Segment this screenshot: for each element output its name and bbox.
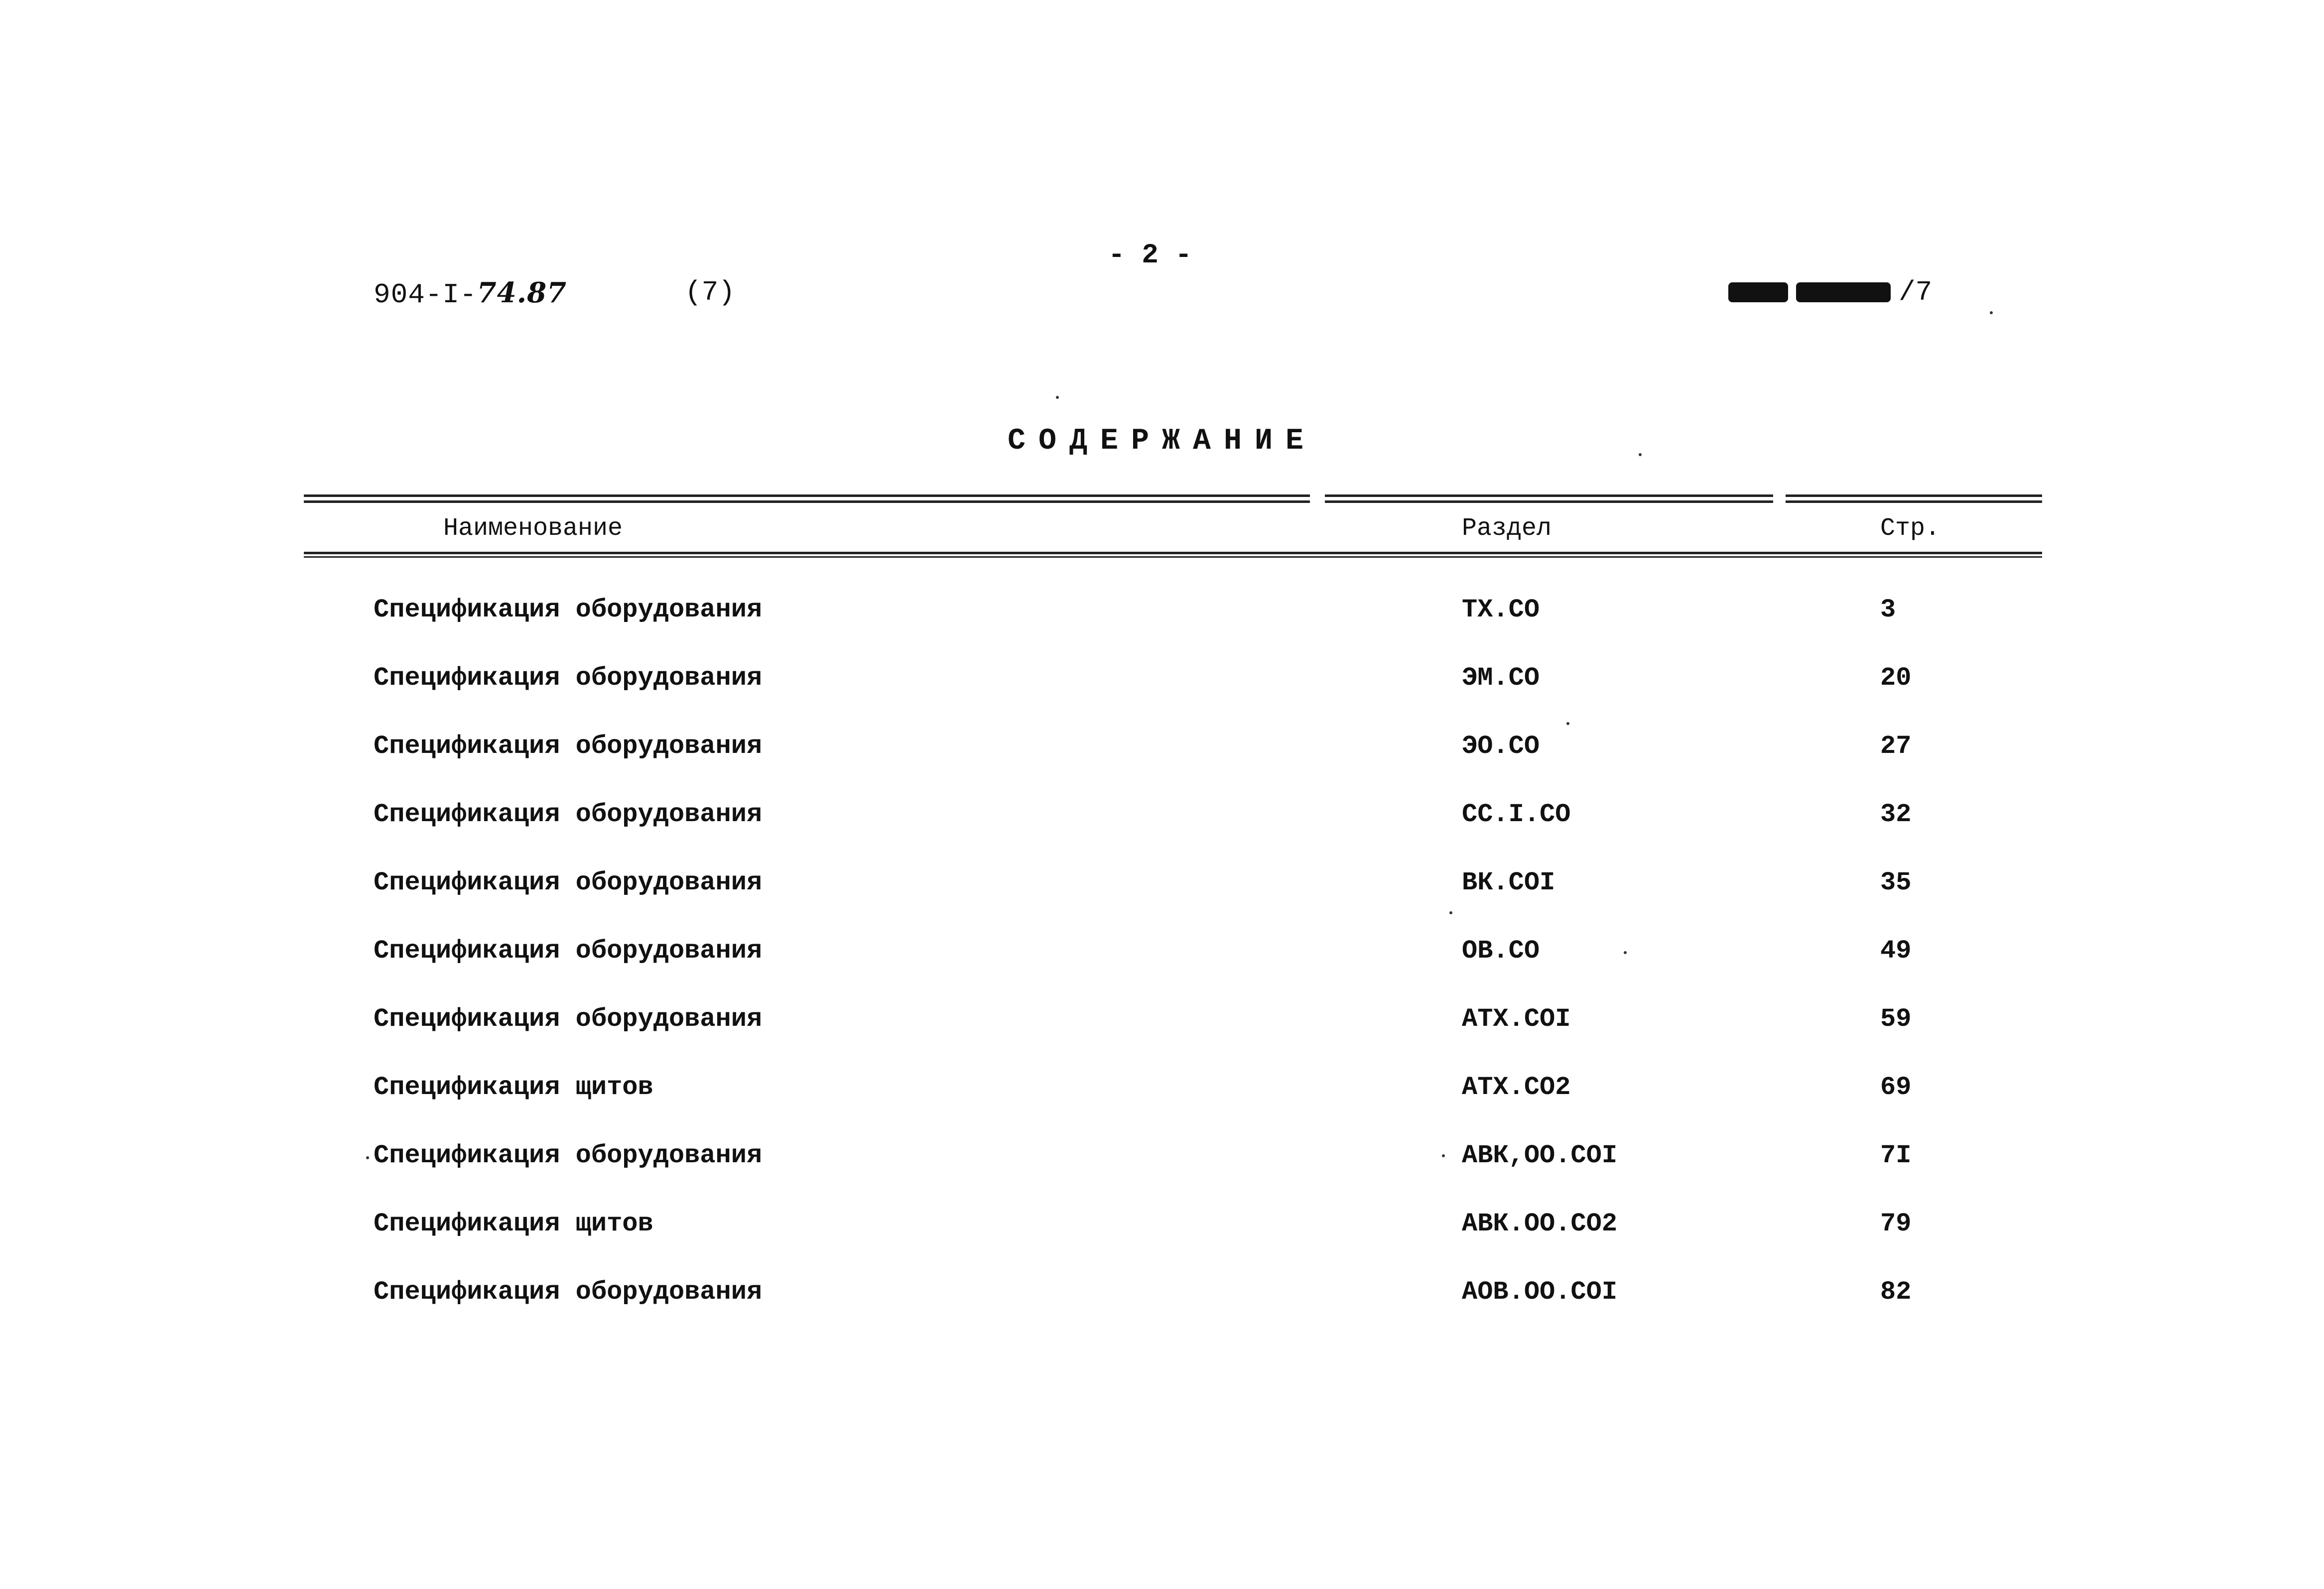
row-name: Спецификация оборудования xyxy=(374,868,763,897)
row-name: Спецификация оборудования xyxy=(374,800,763,829)
table-row xyxy=(0,1004,2324,1044)
table-top-rule xyxy=(1786,494,2042,497)
document-code-handwritten: 74.87 xyxy=(477,276,567,309)
table-header-rule xyxy=(304,552,2042,554)
scan-speck xyxy=(1990,311,1993,314)
row-page: 20 xyxy=(1880,663,1912,693)
row-section: АТХ.СОI xyxy=(1462,1004,1571,1034)
row-section: АВК,ОО.СОI xyxy=(1462,1141,1618,1170)
page-title: СОДЕРЖАНИЕ xyxy=(1007,424,1317,458)
document-code xyxy=(374,276,567,311)
scan-speck xyxy=(1442,1154,1445,1157)
table-row xyxy=(0,732,2324,771)
row-name: Спецификация оборудования xyxy=(374,663,763,693)
scan-speck xyxy=(1624,951,1627,954)
table-row xyxy=(0,1141,2324,1181)
scan-speck xyxy=(1566,722,1569,725)
table-top-rule xyxy=(1325,494,1773,497)
row-name: Спецификация оборудования xyxy=(374,1004,763,1034)
row-section: АВК.ОО.СО2 xyxy=(1462,1209,1618,1238)
row-page: 27 xyxy=(1880,732,1912,761)
row-name: Спецификация оборудования xyxy=(374,936,763,966)
row-section: АОВ.ОО.СОI xyxy=(1462,1277,1618,1307)
row-section: ЭО.СО xyxy=(1462,732,1540,761)
column-header-section: Раздел xyxy=(1462,514,1552,543)
row-section: ЭМ.СО xyxy=(1462,663,1540,693)
row-section: ОВ.СО xyxy=(1462,936,1540,966)
column-header-page: Стр. xyxy=(1880,514,1940,543)
row-name: Спецификация оборудования xyxy=(374,1277,763,1307)
row-page: 82 xyxy=(1880,1277,1912,1307)
redaction-mark xyxy=(1728,282,1788,302)
table-row xyxy=(0,868,2324,908)
row-page: 69 xyxy=(1880,1073,1912,1102)
row-section: СС.I.СО xyxy=(1462,800,1571,829)
row-section: ТХ.СО xyxy=(1462,595,1540,624)
table-row xyxy=(0,1209,2324,1249)
document-part: (7) xyxy=(685,276,735,308)
table-row xyxy=(0,1073,2324,1112)
row-page: 35 xyxy=(1880,868,1912,897)
row-name: Спецификация щитов xyxy=(374,1073,653,1102)
row-page: 7I xyxy=(1880,1141,1912,1170)
row-name: Спецификация оборудования xyxy=(374,1141,763,1170)
row-page: 79 xyxy=(1880,1209,1912,1238)
row-name: Спецификация оборудования xyxy=(374,595,763,624)
inventory-number xyxy=(1728,276,1932,308)
scan-speck xyxy=(1639,453,1642,456)
row-page: 59 xyxy=(1880,1004,1912,1034)
table-row xyxy=(0,936,2324,976)
row-name: Спецификация щитов xyxy=(374,1209,653,1238)
table-row xyxy=(0,1277,2324,1317)
row-name: Спецификация оборудования xyxy=(374,732,763,761)
page-number: - 2 - xyxy=(1108,239,1192,271)
row-section: АТХ.СО2 xyxy=(1462,1073,1571,1102)
table-top-rule xyxy=(304,494,1310,497)
table-row xyxy=(0,800,2324,840)
row-page: 3 xyxy=(1880,595,1896,624)
inventory-number-visible: /7 xyxy=(1899,276,1933,308)
redaction-mark xyxy=(1796,282,1891,302)
document-code-prefix: 904-I- xyxy=(374,279,477,311)
table-top-rule xyxy=(1786,500,2042,503)
scan-speck xyxy=(1056,396,1059,399)
row-section: ВК.СОI xyxy=(1462,868,1555,897)
row-page: 49 xyxy=(1880,936,1912,966)
row-page: 32 xyxy=(1880,800,1912,829)
table-row xyxy=(0,663,2324,703)
table-top-rule xyxy=(304,500,1310,503)
table-row xyxy=(0,595,2324,635)
scan-speck xyxy=(366,1156,369,1159)
table-top-rule xyxy=(1325,500,1773,503)
table-header-rule xyxy=(304,556,2042,558)
scan-speck xyxy=(1449,911,1452,914)
column-header-name: Наименование xyxy=(443,514,623,543)
